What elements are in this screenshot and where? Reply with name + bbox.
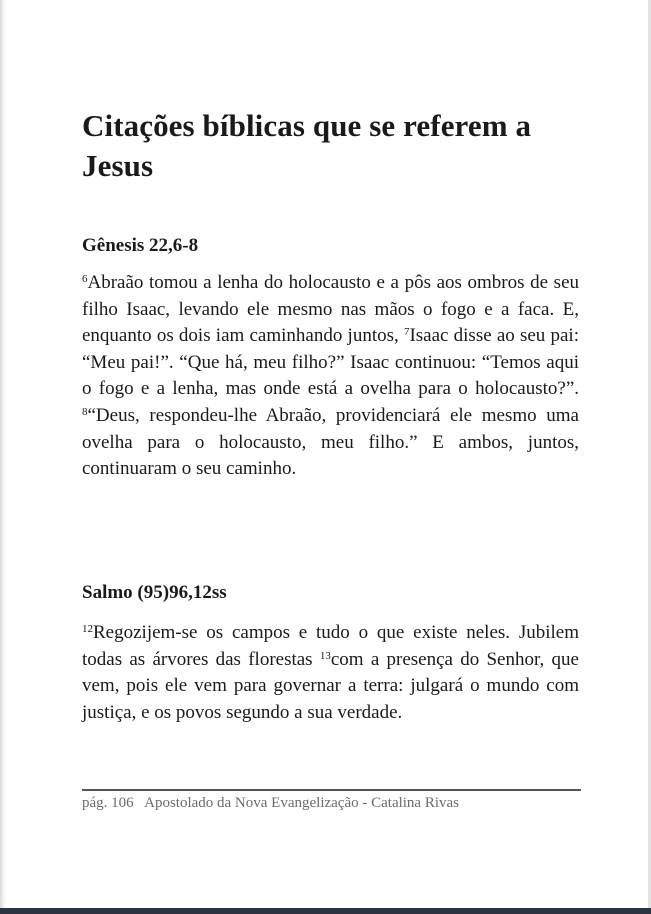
page-title: Citações bíblicas que se referem a Jesus [82,108,532,183]
verse-text: Isaac disse ao seu pai: “Meu pai!”. “Que há, meu filho?” Isaac continuou: “Temos aqui o fogo e a lenha, mas onde está a ovelha para o holocausto?”. [82,325,579,400]
verse-number: 6 [82,273,88,285]
verse-number: 7 [403,326,410,339]
section-heading-psalm: Salmo (95)96,12ss [82,582,227,603]
section-heading-genesis: Gênesis 22,6-8 [82,235,199,256]
page-footer [82,795,459,812]
section-body-psalm [82,620,579,726]
footer-divider [82,789,581,791]
verse-text: “Deus, respondeu-lhe Abraão, providenciará ele mesmo uma ovelha para o holocausto, meu filho.” E ambos, juntos, continuaram o seu caminho. [82,404,579,480]
section-body-genesis [82,270,579,483]
verse-number: 8 [82,405,88,418]
verse-text: Regozijem-se os campos e tudo o que existe neles. Jubilem todas as árvores das florestas [82,622,579,670]
viewer-bottom-bar [0,908,651,914]
verse-number: 13 [319,649,331,662]
verse-text: com a presença do Senhor, que vem, pois ele vem para governar a terra: julgará o mundo com justiça, e os povos segundo a sua verdade. [82,648,579,723]
page-edge-shadow [0,0,6,914]
page-content [82,106,579,723]
footer-page-number: pág. 106 [82,795,134,811]
verse-text: Abraão tomou a lenha do holocausto e a pôs aos ombros de seu filho Isaac, levando ele mesmo nas mãos o fogo e a faca. E, enquanto os dois iam caminhando juntos, [82,272,579,347]
verse-number: 12 [82,623,93,635]
footer-text: Apostolado da Nova Evangelização - Catalina Rivas [144,795,460,811]
